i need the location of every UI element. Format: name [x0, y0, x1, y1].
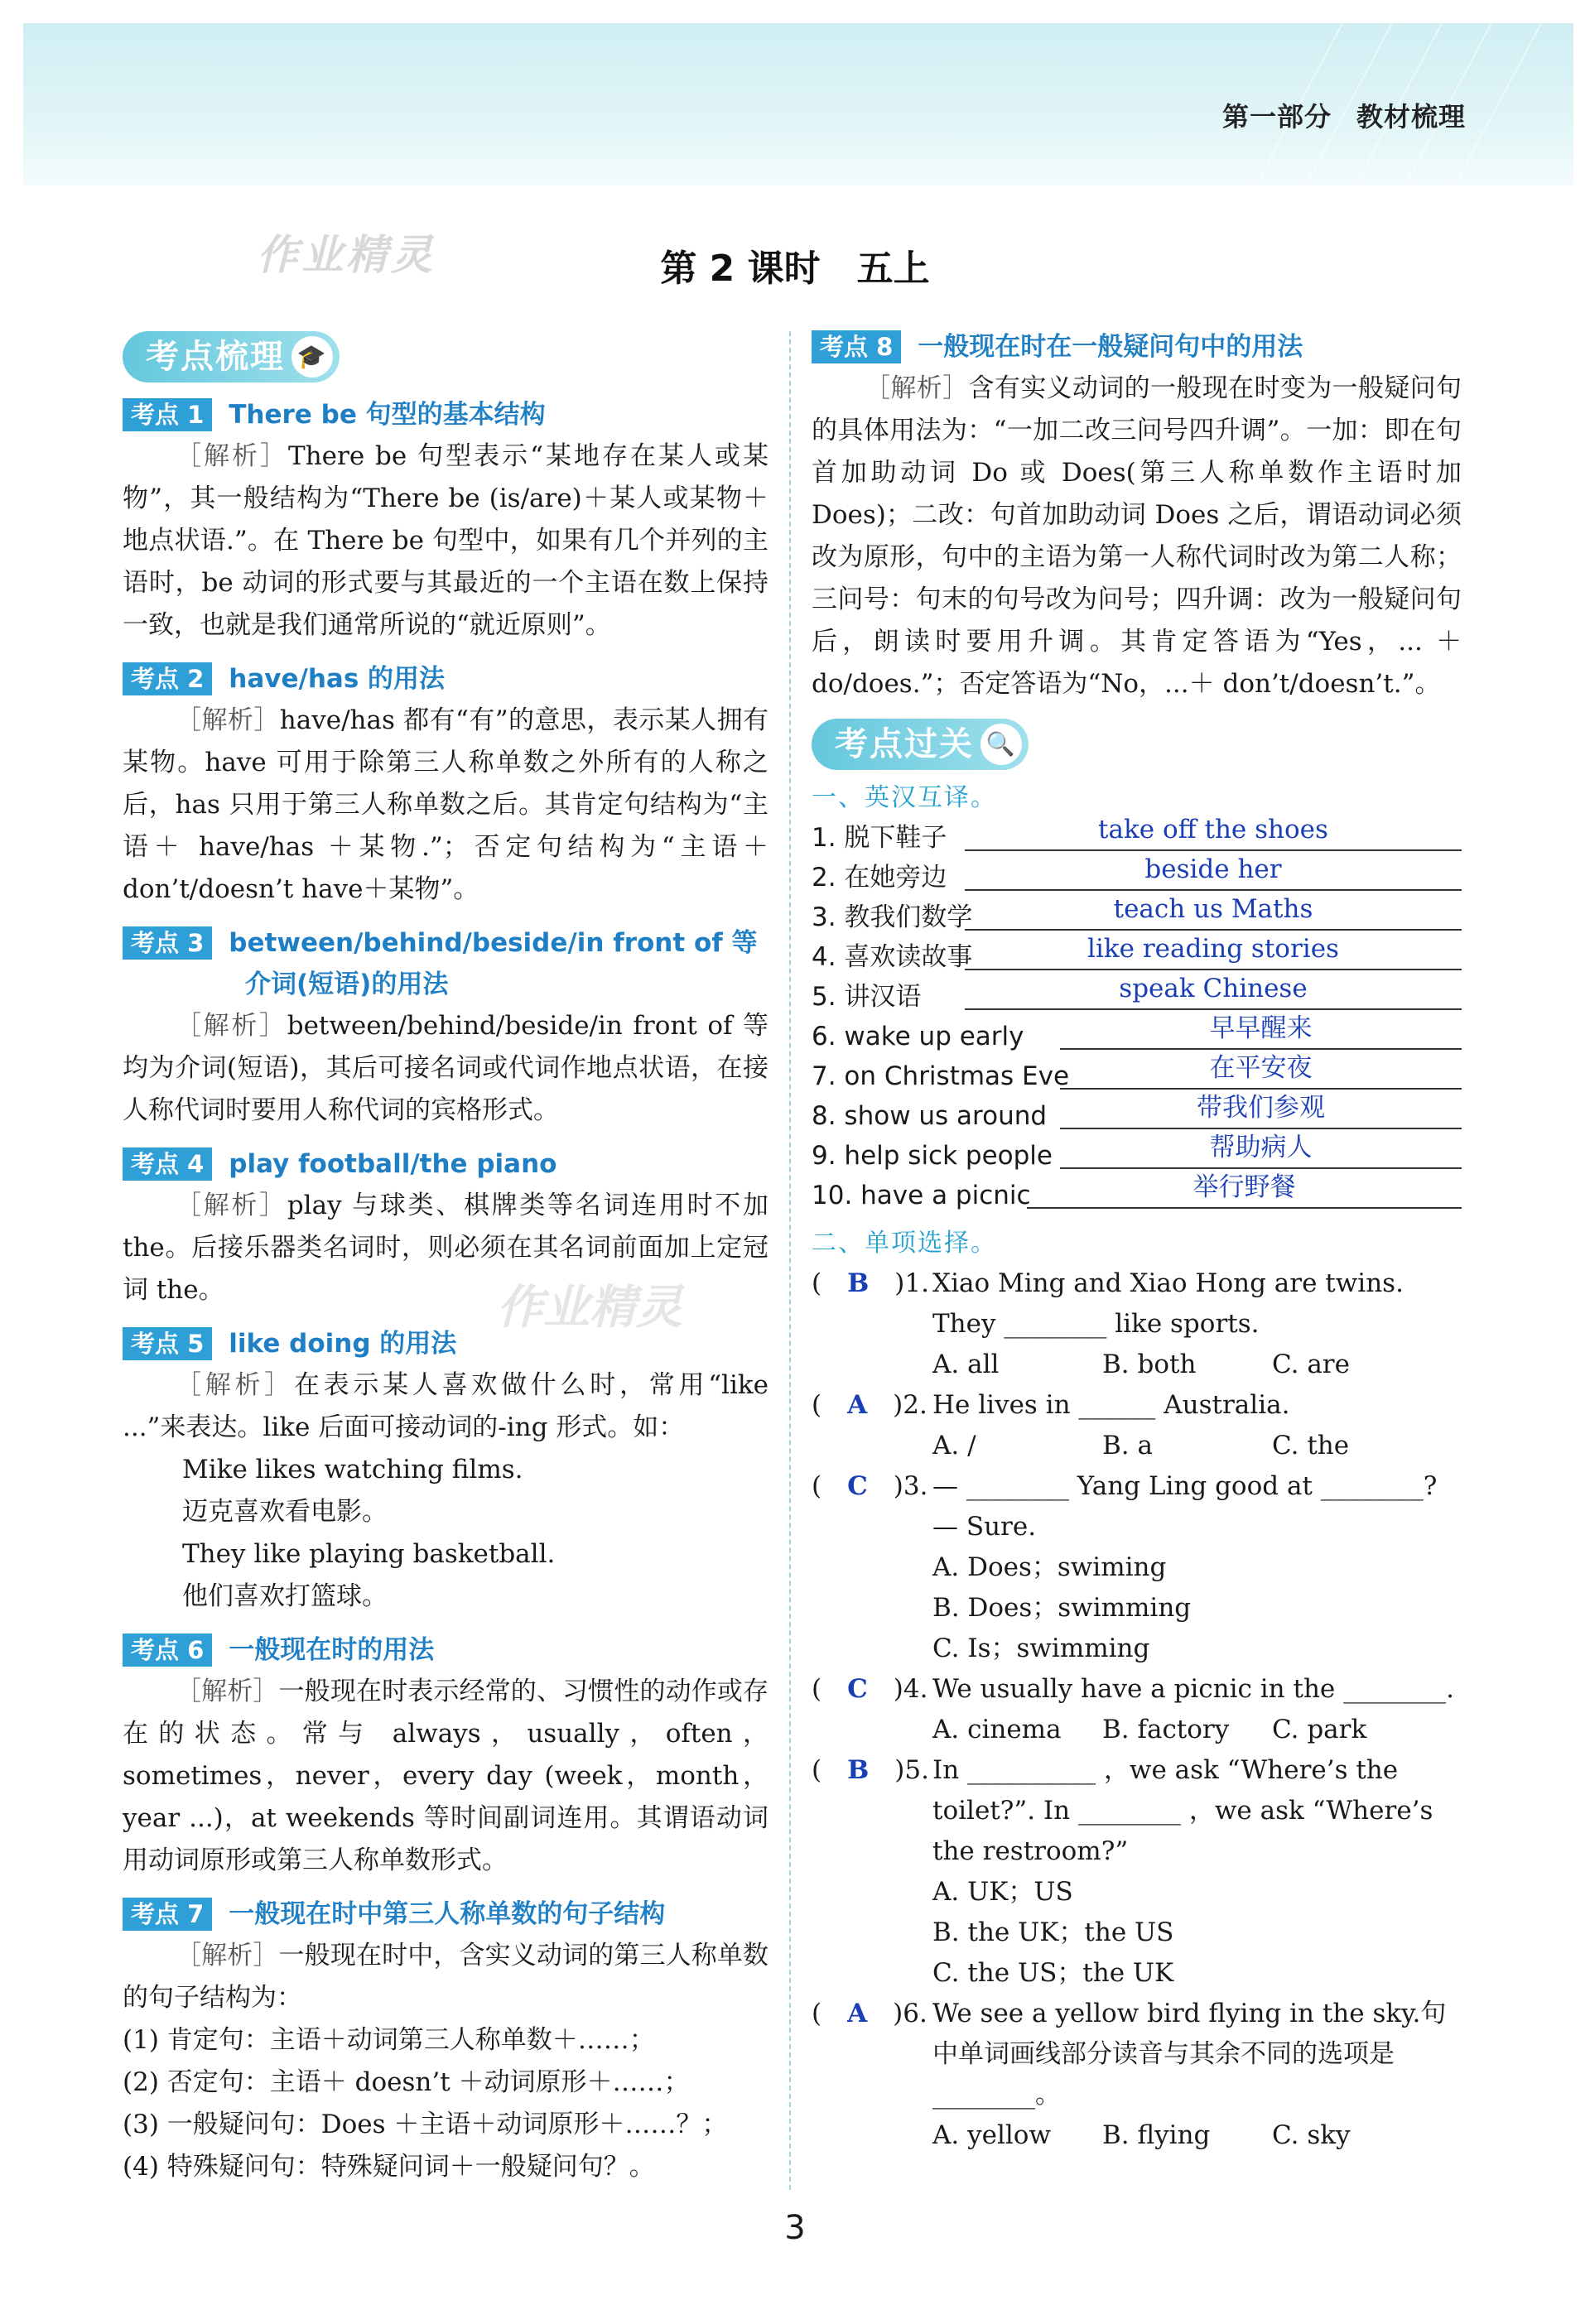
option[interactable]: B. the UK；the US — [932, 1917, 1174, 1947]
point-2-heading: 考点 2 have/has 的用法 — [123, 658, 768, 700]
translation-answer: speak Chinese — [1119, 974, 1308, 1003]
option[interactable]: B. both — [1102, 1350, 1197, 1379]
point-7-text: ［解析］一般现在时中，含实义动词的第三人称单数的句子结构为： — [123, 1941, 768, 2013]
option[interactable]: C. the US；the UK — [932, 1958, 1174, 1988]
option[interactable]: C. Is；swimming — [932, 1634, 1150, 1663]
point-6-heading: 考点 6 一般现在时的用法 — [123, 1629, 768, 1671]
option[interactable]: B. a — [1102, 1431, 1153, 1460]
brand-logo: 作业精灵 — [257, 231, 436, 279]
question-number: ( A )6. — [812, 1999, 928, 2028]
point-3-heading: 考点 3 between/behind/beside/in front of 等 介词(短语)的用法 — [123, 922, 768, 1005]
translation-question: 4. 喜欢读故事 — [812, 942, 973, 972]
point-7-heading: 考点 7 一般现在时中第三人称单数的句子结构 — [123, 1893, 768, 1935]
left-column — [123, 331, 768, 2188]
point-5-text: ［解析］在表示某人喜欢做什么时，常用“like ...”来表达。like 后面可接动词的-ing 形式。如： — [123, 1370, 769, 1442]
translation-question: 9. help sick people — [812, 1141, 1053, 1171]
structure-line: (1) 肯定句：主语＋动词第三人称单数＋……； — [123, 2025, 655, 2055]
translation-question: 6. wake up early — [812, 1022, 1024, 1051]
translation-answer: 帮助病人 — [1209, 1133, 1313, 1162]
point-6-text: ［解析］一般现在时表示经常的、习惯性的动作或存在的状态。常与 always，usually，often，sometimes，never，every day (week，month，year ...)，at weekends 等时间副词连用。其谓语动词用动词原形或第三人称单数形式。 — [123, 1677, 768, 1875]
translation-answer: like reading stories — [1087, 934, 1339, 964]
lesson-title: 第 2 课时 五上 — [660, 248, 930, 290]
point-4-text: ［解析］play 与球类、棋牌类等名词连用时不加 the。后接乐器类名词时，则必须在其名词前面加上定冠词 the。 — [123, 1191, 769, 1305]
header-section: 教材梳理 — [1356, 101, 1466, 132]
option[interactable]: C. park — [1272, 1715, 1367, 1744]
choice-question — [812, 1994, 1462, 2156]
question-text: ________。 — [932, 2080, 1061, 2110]
question-number: ( B )1. — [812, 1268, 929, 1298]
question-text: Xiao Ming and Xiao Hong are twins. — [932, 1268, 1404, 1298]
translation-question: 5. 讲汉语 — [812, 982, 922, 1012]
choice-question — [812, 1669, 1462, 1750]
question-number: ( C )4. — [812, 1674, 928, 1704]
section-heading-practice: 考点过关 🔍 — [812, 719, 1029, 770]
question-text: — Sure. — [932, 1512, 1037, 1542]
options-row — [812, 1426, 1462, 1466]
translation-answer: 举行野餐 — [1192, 1172, 1296, 1202]
point-5-heading: 考点 5 like doing 的用法 — [123, 1323, 768, 1364]
option[interactable]: B. flying — [1102, 2120, 1211, 2150]
section-translate: 一、英汉互译。 — [812, 783, 997, 812]
translation-answer: 带我们参观 — [1197, 1093, 1325, 1123]
translation-answer: take off the shoes — [1098, 815, 1328, 844]
structure-line: (4) 特殊疑问句：特殊疑问词＋一般疑问句？。 — [123, 2152, 655, 2182]
structure-line: (2) 否定句：主语＋ doesn’t ＋动词原形＋……； — [123, 2067, 690, 2097]
structure-line: (3) 一般疑问句：Does ＋主语＋动词原形＋……？； — [123, 2110, 728, 2139]
answer-line[interactable] — [1027, 1207, 1462, 1209]
question-text: 中单词画线部分读音与其余不同的选项是 — [932, 2039, 1395, 2069]
example-line: Mike likes watching films. — [182, 1455, 523, 1484]
choice-answer: C — [847, 1674, 868, 1704]
option[interactable]: C. the — [1272, 1431, 1350, 1460]
point-3-text: ［解析］between/behind/beside/in front of 等均为介词(短语)，其后可接名词或代词作地点状语，在接人称代词时要用人称代词的宾格形式。 — [123, 1011, 768, 1125]
translation-question: 8. show us around — [812, 1101, 1048, 1131]
translation-answer: teach us Maths — [1113, 894, 1313, 924]
example-line: 迈克喜欢看电影。 — [182, 1497, 388, 1527]
option[interactable]: B. factory — [1102, 1715, 1230, 1744]
point-1-text: ［解析］There be 句型表示“某地存在某人或某物”，其一般结构为“There be (is/are)＋某人或某物＋地点状语.”。在 There be 句型中，如果有几个并列的主语时，be 动词的形式要与其最近的一个主语在数上保持一致，也就是我们通常所说的“就近原则”。 — [123, 441, 769, 640]
options-row — [812, 1345, 1462, 1385]
watermark: 作业精灵 — [497, 1281, 682, 1335]
question-text: In __________ ，we ask “Where’s the — [932, 1755, 1399, 1785]
magnifier-icon: 🔍 — [980, 724, 1022, 765]
translation-answer: 早早醒来 — [1209, 1013, 1313, 1043]
option[interactable]: C. are — [1272, 1350, 1350, 1379]
column-divider — [789, 331, 791, 2190]
choice-answer: A — [847, 1390, 868, 1420]
choice-question — [812, 1263, 1462, 1385]
translation-answer: 在平安夜 — [1209, 1053, 1313, 1083]
question-text: They ________ like sports. — [932, 1309, 1260, 1339]
example-line: They like playing basketball. — [182, 1539, 556, 1569]
translation-question: 3. 教我们数学 — [812, 902, 973, 932]
choice-answer: C — [847, 1471, 868, 1501]
point-8-text: ［解析］含有实义动词的一般现在时变为一般疑问句的具体用法为：“一加二改三问号四升调”。一加：即在句首加助动词 Do 或 Does(第三人称单数作主语时加 Does)；二改：句首加助动词 Does 之后，谓语动词必须改为原形，句中的主语为第一人称代词时改为第二人称；三问号：句末的句号改为问号；四升调：改为一般疑问句后，朗读时要用升调。其肯定答语为“Yes，... ＋ do/does.”；否定答语为“No，...＋ don’t/doesn’t.”。 — [812, 373, 1462, 699]
choice-question — [812, 1750, 1462, 1994]
translation-question: 2. 在她旁边 — [812, 863, 947, 893]
section-header — [1222, 96, 1466, 134]
choice-answer: A — [847, 1999, 868, 2028]
translation-question: 1. 脱下鞋子 — [812, 823, 947, 853]
point-1-heading: 考点 1 There be 句型的基本结构 — [123, 394, 768, 435]
question-number: ( B )5. — [812, 1755, 929, 1785]
choice-question — [812, 1466, 1462, 1669]
graduation-cap-icon: 🎓 — [292, 336, 333, 378]
question-number: ( A )2. — [812, 1390, 928, 1420]
translation-item — [812, 1172, 1462, 1215]
choice-answer: B — [847, 1755, 870, 1785]
translation-question: 10. have a picnic — [812, 1181, 1031, 1210]
question-text: We usually have a picnic in the ________. — [932, 1674, 1454, 1704]
section-choice: 二、单项选择。 — [812, 1229, 997, 1258]
page-number: 3 — [784, 2209, 806, 2247]
right-column — [812, 331, 1462, 2156]
question-text: toilet?”. In ________ ，we ask “Where’s — [932, 1796, 1433, 1826]
question-text: He lives in ______ Australia. — [932, 1390, 1290, 1420]
point-8-heading: 考点 8 一般现在时在一般疑问句中的用法 — [812, 326, 1462, 368]
options-row — [812, 2115, 1462, 2156]
header-part: 第一部分 — [1221, 101, 1332, 132]
option[interactable]: A. all — [932, 1350, 1000, 1379]
section-heading-review: 考点梳理 🎓 — [123, 331, 340, 383]
option[interactable]: A. / — [932, 1431, 976, 1460]
point-4-heading: 考点 4 play football/the piano — [123, 1143, 768, 1185]
option[interactable]: A. Does；swiming — [932, 1552, 1167, 1582]
example-line: 他们喜欢打篮球。 — [182, 1581, 388, 1611]
option[interactable]: A. UK；US — [932, 1877, 1073, 1907]
translation-answer: beside her — [1144, 854, 1282, 884]
option[interactable]: C. sky — [1272, 2120, 1351, 2150]
question-text: We see a yellow bird flying in the sky.句 — [932, 1999, 1447, 2028]
point-2-text: ［解析］have/has 都有“有”的意思，表示某人拥有某物。have 可用于除第三人称单数之外所有的人称之后，has 只用于第三人称单数之后。其肯定句结构为“主语＋ have/has ＋某物.”；否定句结构为“主语＋ don’t/doesn’t have＋某物”。 — [123, 705, 769, 904]
question-number: ( C )3. — [812, 1471, 928, 1501]
option[interactable]: A. cinema — [932, 1715, 1062, 1744]
options-row — [812, 1710, 1462, 1750]
translation-question: 7. on Christmas Eve — [812, 1061, 1070, 1091]
question-text: the restroom?” — [932, 1836, 1129, 1866]
choice-answer: B — [847, 1268, 870, 1298]
choice-question — [812, 1385, 1462, 1466]
question-text: — ________ Yang Ling good at ________? — [932, 1471, 1438, 1501]
option[interactable]: B. Does；swimming — [932, 1593, 1192, 1623]
option[interactable]: A. yellow — [932, 2120, 1051, 2150]
